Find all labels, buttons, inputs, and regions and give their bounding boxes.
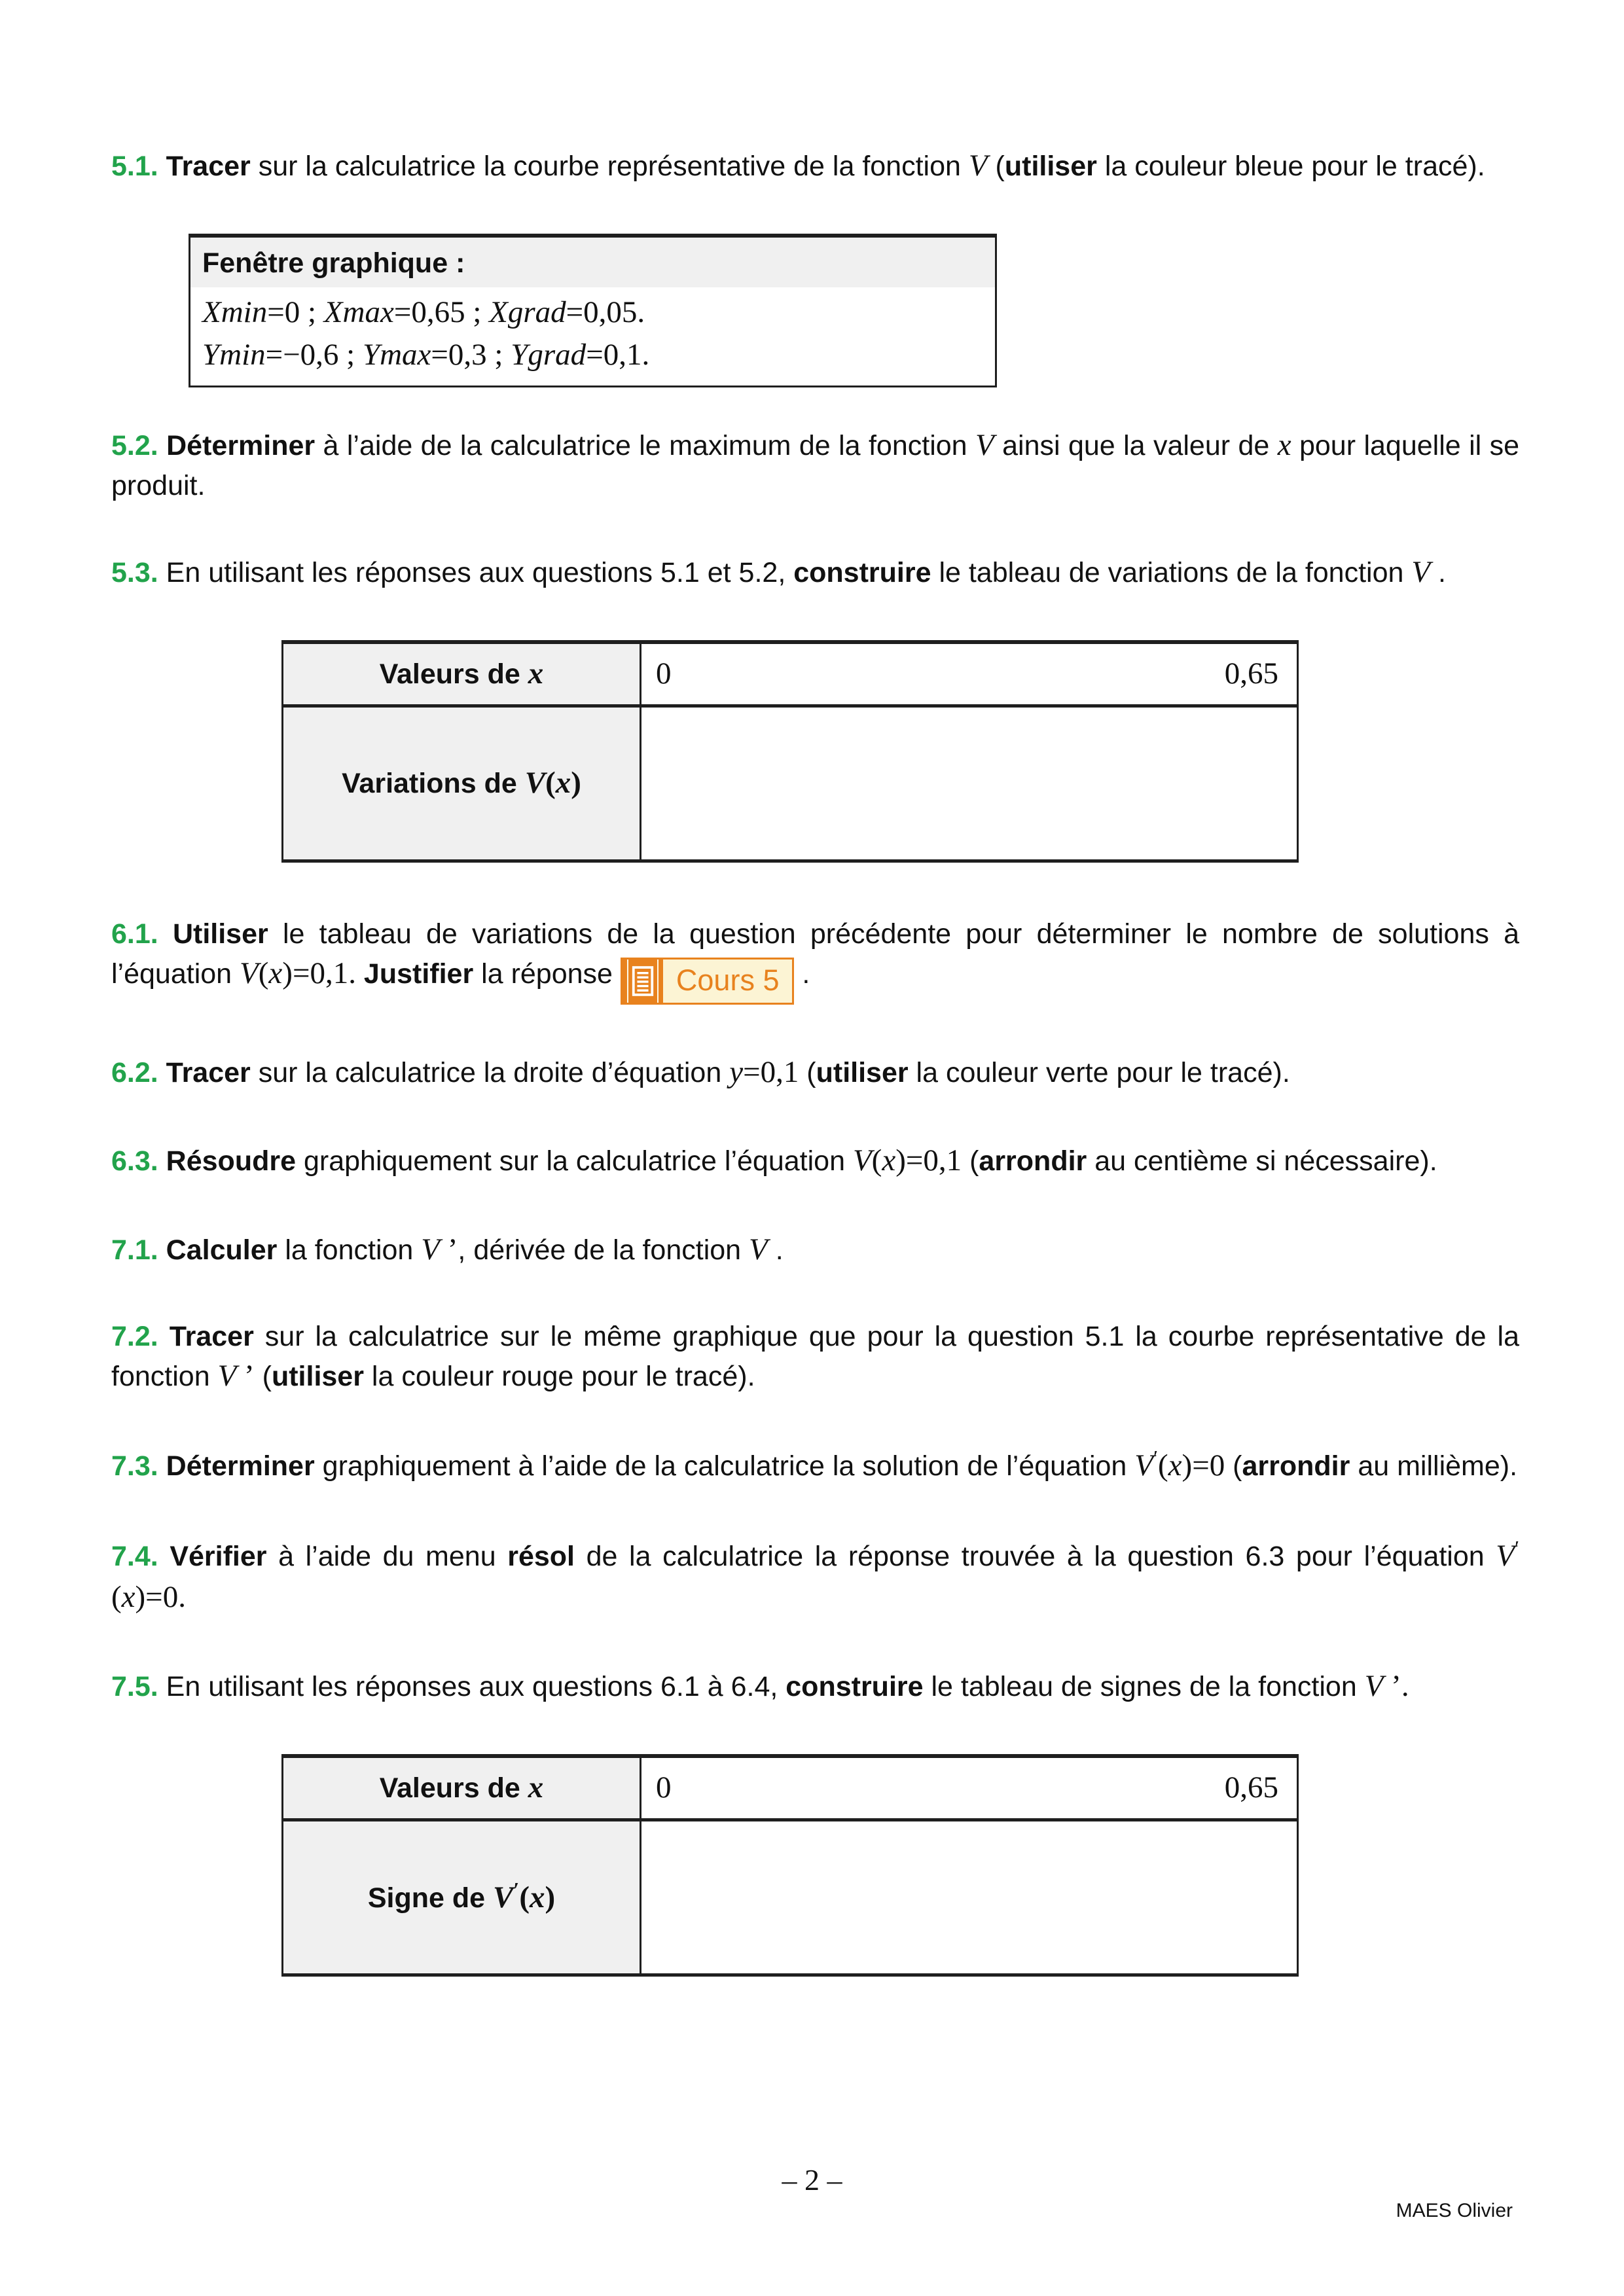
author-name: MAES Olivier xyxy=(1396,2200,1513,2221)
x-start-value: 0 xyxy=(656,1770,672,1805)
variations-table-variation-row xyxy=(283,706,1298,861)
x-end-value: 0,65 xyxy=(1224,1770,1278,1805)
variations-x-values-cell xyxy=(641,642,1298,706)
x-start-value: 0 xyxy=(656,656,672,691)
question-7-3: 7.3. Déterminer graphiquement à l’aide de la calculatrice la solution de l’équation V′(x)=0 (arrondir au millième). xyxy=(111,1446,1518,1483)
variations-table-x-row xyxy=(283,642,1298,706)
question-5-1: 5.1. Tracer sur la calculatrice la courbe représentative de la fonction V (utiliser la couleur bleue pour le tracé). xyxy=(111,149,1485,183)
y-window-settings: Ymin=−0,6 ; Ymax=0,3 ; Ygrad=0,1. xyxy=(202,338,650,372)
question-6-1-text: 6.1. Utiliser le tableau de variations de la question précédente pour déterminer le nombre de solutions à l’équation V(x)=0,1. Justifier la réponse xyxy=(111,918,1520,990)
signs-empty-cell xyxy=(641,1820,1298,1975)
x-window-settings: Xmin=0 ; Xmax=0,65 ; Xgrad=0,05. xyxy=(202,295,645,330)
question-5-3: 5.3. En utilisant les réponses aux questions 5.1 et 5.2, construire le tableau de variations de la fonction V . xyxy=(111,554,1447,589)
question-6-3: 6.3. Résoudre graphiquement sur la calculatrice l’équation V(x)=0,1 (arrondir au centième si nécessaire). xyxy=(111,1143,1437,1178)
question-7-5: 7.5. En utilisant les réponses aux questions 6.1 à 6.4, construire le tableau de signes de la fonction V ’. xyxy=(111,1668,1409,1703)
signs-table-sign-row xyxy=(283,1820,1298,1975)
graph-window-title: Fenêtre graphique : xyxy=(190,238,995,287)
signs-x-label-cell: Valeurs de x xyxy=(283,1756,641,1820)
variations-row-label-cell: Variations de V(x) xyxy=(283,706,641,861)
page-number: – 2 – xyxy=(782,2163,842,2197)
question-7-2: 7.2. Tracer sur la calculatrice sur le même graphique que pour la question 5.1 la courbe représentative de la fonction V ’ (utiliser la couleur rouge pour le tracé). xyxy=(111,1320,1519,1393)
document-icon xyxy=(623,960,663,1003)
question-6-1-period: . xyxy=(794,958,810,990)
question-7-4: 7.4. Vérifier à l’aide du menu résol de la calculatrice la réponse trouvée à la question 6.3 pour l’équation V′(x)=0. xyxy=(111,1535,1519,1615)
x-end-value: 0,65 xyxy=(1224,656,1278,691)
graph-window-box xyxy=(189,234,997,387)
question-7-1: 7.1. Calculer la fonction V ’, dérivée de la fonction V . xyxy=(111,1232,784,1266)
question-5-2: 5.2. Déterminer à l’aide de la calculatrice le maximum de la fonction V ainsi que la valeur de x pour laquelle il se produit. xyxy=(111,428,1519,501)
signs-table xyxy=(281,1754,1299,1977)
variations-x-label-cell: Valeurs de x xyxy=(283,642,641,706)
signs-row-label-cell: Signe de V′(x) xyxy=(283,1820,641,1975)
graph-window-body xyxy=(190,287,995,386)
cours-5-badge-label: Cours 5 xyxy=(676,963,780,997)
signs-x-values-cell xyxy=(641,1756,1298,1820)
variations-empty-cell xyxy=(641,706,1298,861)
question-6-2: 6.2. Tracer sur la calculatrice la droite d’équation y=0,1 (utiliser la couleur verte pour le tracé). xyxy=(111,1054,1290,1089)
question-6-1 xyxy=(111,915,1519,1005)
cours-5-badge[interactable] xyxy=(621,958,795,1005)
signs-table-x-row xyxy=(283,1756,1298,1820)
variations-table xyxy=(281,640,1299,863)
